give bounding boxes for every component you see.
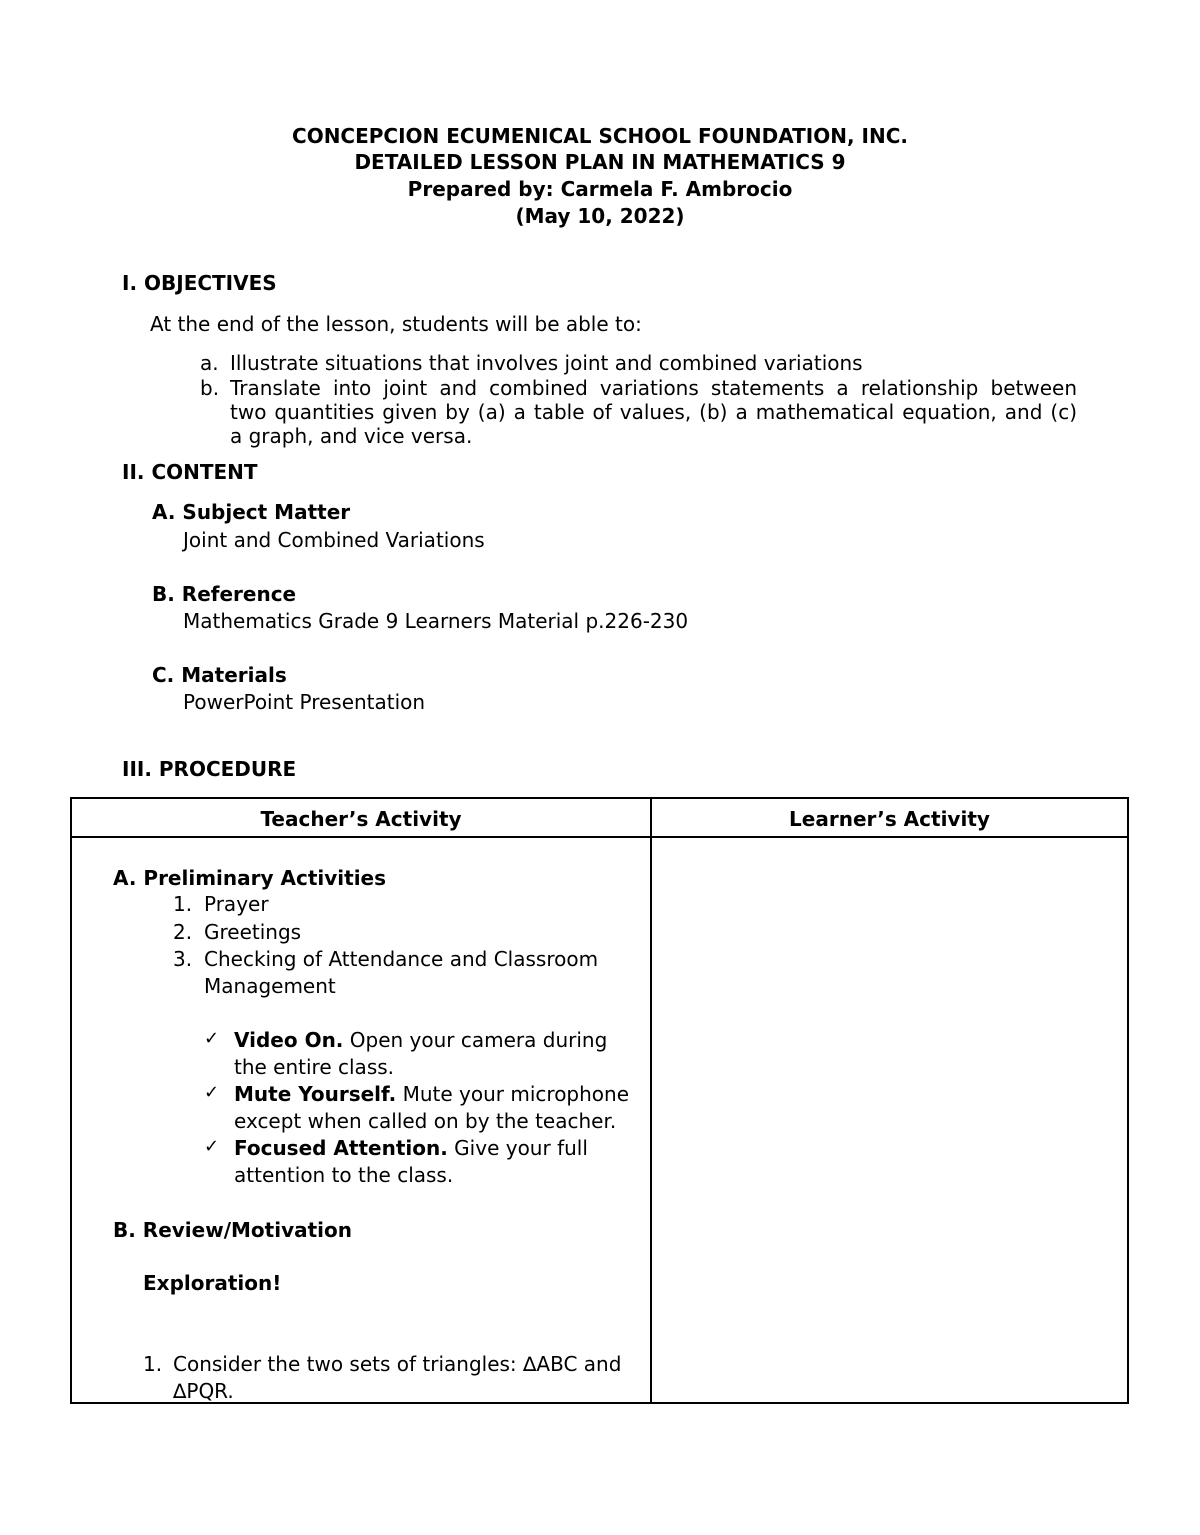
rule-video-on — [234, 1028, 607, 1052]
preliminary-item-attendance: Checking of Attendance and Classroom — [204, 947, 599, 971]
rule-focused-text: Give your full — [447, 1136, 588, 1160]
table-column-divider — [650, 797, 652, 1404]
rule-mute-text: Mute your microphone — [396, 1082, 630, 1106]
school-name: CONCEPCION ECUMENICAL SCHOOL FOUNDATION, INC. — [292, 124, 908, 148]
objectives-intro: At the end of the lesson, students will be able to: — [150, 312, 642, 336]
materials-label: C. Materials — [152, 663, 287, 687]
teacher-activity-header: Teacher’s Activity — [260, 807, 462, 831]
preliminary-marker-2: 2. — [173, 920, 193, 944]
reference-value: Mathematics Grade 9 Learners Material p.226-230 — [183, 609, 689, 633]
subject-matter-value: Joint and Combined Variations — [183, 528, 485, 552]
objective-marker-a: a. — [200, 351, 219, 375]
rule-video-on-line2: the entire class. — [234, 1055, 395, 1079]
review-item-triangles-line2: ∆PQR. — [173, 1379, 234, 1403]
preliminary-marker-3: 3. — [173, 947, 193, 971]
objectives-heading: I. OBJECTIVES — [122, 271, 277, 295]
rule-focused-label: Focused Attention. — [234, 1136, 448, 1160]
learner-activity-header: Learner’s Activity — [789, 807, 990, 831]
preliminary-title: A. Preliminary Activities — [113, 866, 387, 890]
rule-mute-label: Mute Yourself. — [234, 1082, 397, 1106]
rule-mute-yourself-line2: except when called on by the teacher. — [234, 1109, 617, 1133]
rule-mute-yourself — [234, 1082, 629, 1106]
reference-label: B. Reference — [152, 582, 297, 606]
checkmark-icon: ✓ — [204, 1082, 220, 1103]
rule-focused-attention — [234, 1136, 588, 1160]
objective-item-a: Illustrate situations that involves joint and combined variations — [230, 351, 863, 375]
checkmark-icon: ✓ — [204, 1136, 220, 1157]
table-header-divider — [70, 836, 1129, 838]
preliminary-marker-1: 1. — [173, 892, 193, 916]
review-item-triangles: Consider the two sets of triangles: ∆ABC and — [173, 1352, 622, 1376]
objective-marker-b: b. — [200, 376, 220, 400]
rule-video-on-label: Video On. — [234, 1028, 344, 1052]
preliminary-item-attendance-line2: Management — [204, 974, 336, 998]
objective-item-b-line2: two quantities given by (a) a table of values, (b) a mathematical equation, and (c) — [230, 400, 1077, 424]
rule-video-on-text: Open your camera during — [343, 1028, 608, 1052]
preliminary-item-greetings: Greetings — [204, 920, 302, 944]
subject-matter-label: A. Subject Matter — [152, 500, 351, 524]
rule-focused-attention-line2: attention to the class. — [234, 1163, 454, 1187]
review-title: B. Review/Motivation — [113, 1218, 352, 1242]
plan-title: DETAILED LESSON PLAN IN MATHEMATICS 9 — [354, 150, 846, 174]
materials-value: PowerPoint Presentation — [183, 690, 426, 714]
checkmark-icon: ✓ — [204, 1028, 220, 1049]
objective-item-b-line1: Translate into joint and combined variations statements a relationship between — [230, 376, 1077, 400]
procedure-heading: III. PROCEDURE — [122, 757, 297, 781]
objective-item-b-line3: a graph, and vice versa. — [230, 424, 473, 448]
review-marker-1: 1. — [143, 1352, 163, 1376]
preliminary-item-prayer: Prayer — [204, 892, 269, 916]
plan-date: (May 10, 2022) — [515, 204, 685, 228]
prepared-by: Prepared by: Carmela F. Ambrocio — [407, 177, 793, 201]
exploration-subtitle: Exploration! — [143, 1271, 282, 1295]
content-heading: II. CONTENT — [122, 460, 258, 484]
